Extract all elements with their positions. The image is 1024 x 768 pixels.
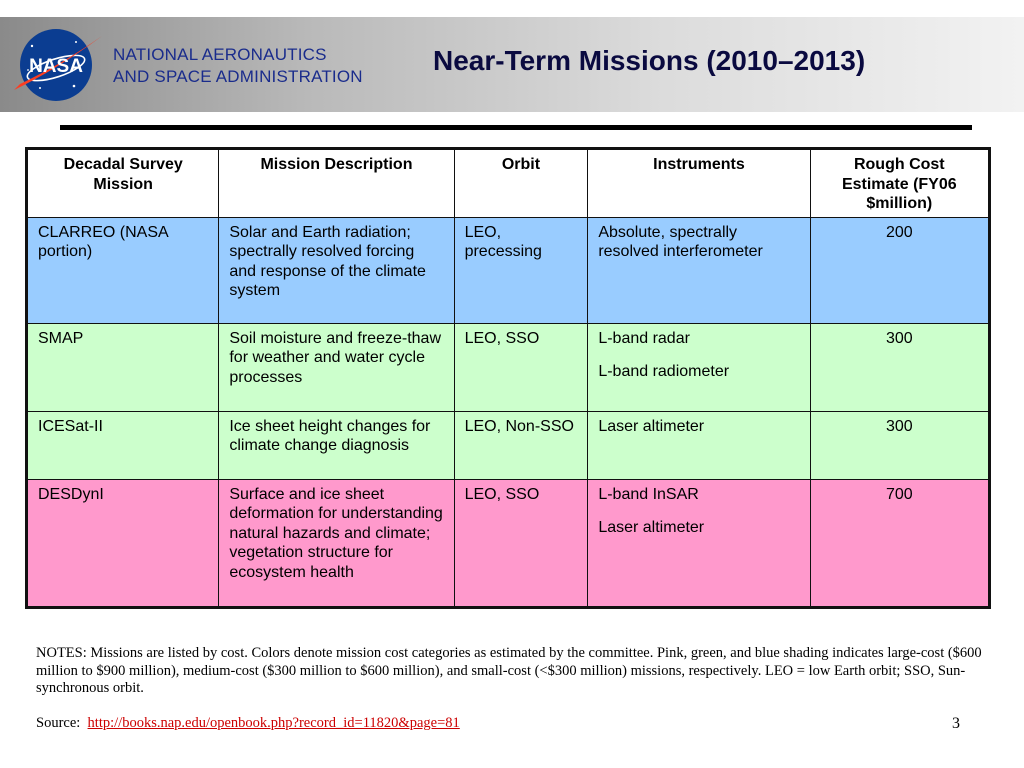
- description-cell: Ice sheet height changes for climate change diagnosis: [219, 411, 454, 479]
- table-row: [27, 479, 990, 607]
- notes-text: NOTES: Missions are listed by cost. Colors denote mission cost categories as estimated by the committee. Pink, green, and blue shading indicates large-cost ($600 million to $900 million), medium-cost ($300 million to $600 million), and small-cost (<$300 million) missions, respectively. LEO = low Earth orbit; SSO, Sun-synchronous orbit.: [36, 645, 982, 696]
- table-header-row: [27, 149, 990, 218]
- instruments-cell: [588, 323, 810, 411]
- source-link[interactable]: http://books.nap.edu/openbook.php?record_id=11820&page=81: [87, 715, 460, 731]
- cost-cell: 200: [810, 217, 989, 323]
- nasa-logo-text: NASA: [29, 56, 83, 77]
- missions-table: [25, 147, 991, 609]
- cost-cell: 700: [810, 479, 989, 607]
- mission-cell: DESDynI: [27, 479, 219, 607]
- mission-cell: CLARREO (NASA portion): [27, 217, 219, 323]
- source-line: [36, 715, 460, 732]
- mission-cell: ICESat-II: [27, 411, 219, 479]
- description-cell: Soil moisture and freeze-thaw for weather and water cycle processes: [219, 323, 454, 411]
- table-row: [27, 323, 990, 411]
- orbit-cell: LEO, SSO: [454, 479, 588, 607]
- agency-name: [113, 44, 363, 88]
- header-instruments: Instruments: [588, 149, 810, 218]
- instrument: L-band radar: [598, 329, 690, 347]
- instrument: L-band InSAR: [598, 485, 699, 503]
- cost-cell: 300: [810, 411, 989, 479]
- nasa-logo: [10, 26, 106, 104]
- instrument: L-band radiometer: [598, 363, 730, 380]
- title-divider: [60, 125, 972, 130]
- description-cell: Surface and ice sheet deformation for understanding natural hazards and climate; vegetation structure for ecosystem health: [219, 479, 454, 607]
- header-description: Mission Description: [219, 149, 454, 218]
- header-cost: Rough Cost Estimate (FY06 $million): [810, 149, 989, 218]
- header-mission: Decadal Survey Mission: [27, 149, 219, 218]
- cost-cell: 300: [810, 323, 989, 411]
- description-cell: Solar and Earth radiation; spectrally resolved forcing and response of the climate system: [219, 217, 454, 323]
- instrument: Laser altimeter: [598, 417, 705, 435]
- mission-cell: SMAP: [27, 323, 219, 411]
- page-number: 3: [952, 715, 960, 732]
- source-label: Source:: [36, 715, 81, 731]
- agency-line-1: NATIONAL AERONAUTICS: [113, 45, 327, 64]
- header-orbit: Orbit: [454, 149, 588, 218]
- table-row: [27, 217, 990, 323]
- instruments-cell: [588, 479, 810, 607]
- instrument: Laser altimeter: [598, 519, 705, 536]
- instruments-cell: [588, 411, 810, 479]
- orbit-cell: LEO, SSO: [454, 323, 588, 411]
- table-row: [27, 411, 990, 479]
- orbit-cell: LEO, precessing: [454, 217, 588, 323]
- instruments-cell: [588, 217, 810, 323]
- instrument: Absolute, spectrally resolved interferometer: [598, 223, 763, 260]
- orbit-cell: LEO, Non-SSO: [454, 411, 588, 479]
- slide-title: Near-Term Missions (2010–2013): [433, 45, 866, 76]
- agency-line-2: AND SPACE ADMINISTRATION: [113, 67, 363, 86]
